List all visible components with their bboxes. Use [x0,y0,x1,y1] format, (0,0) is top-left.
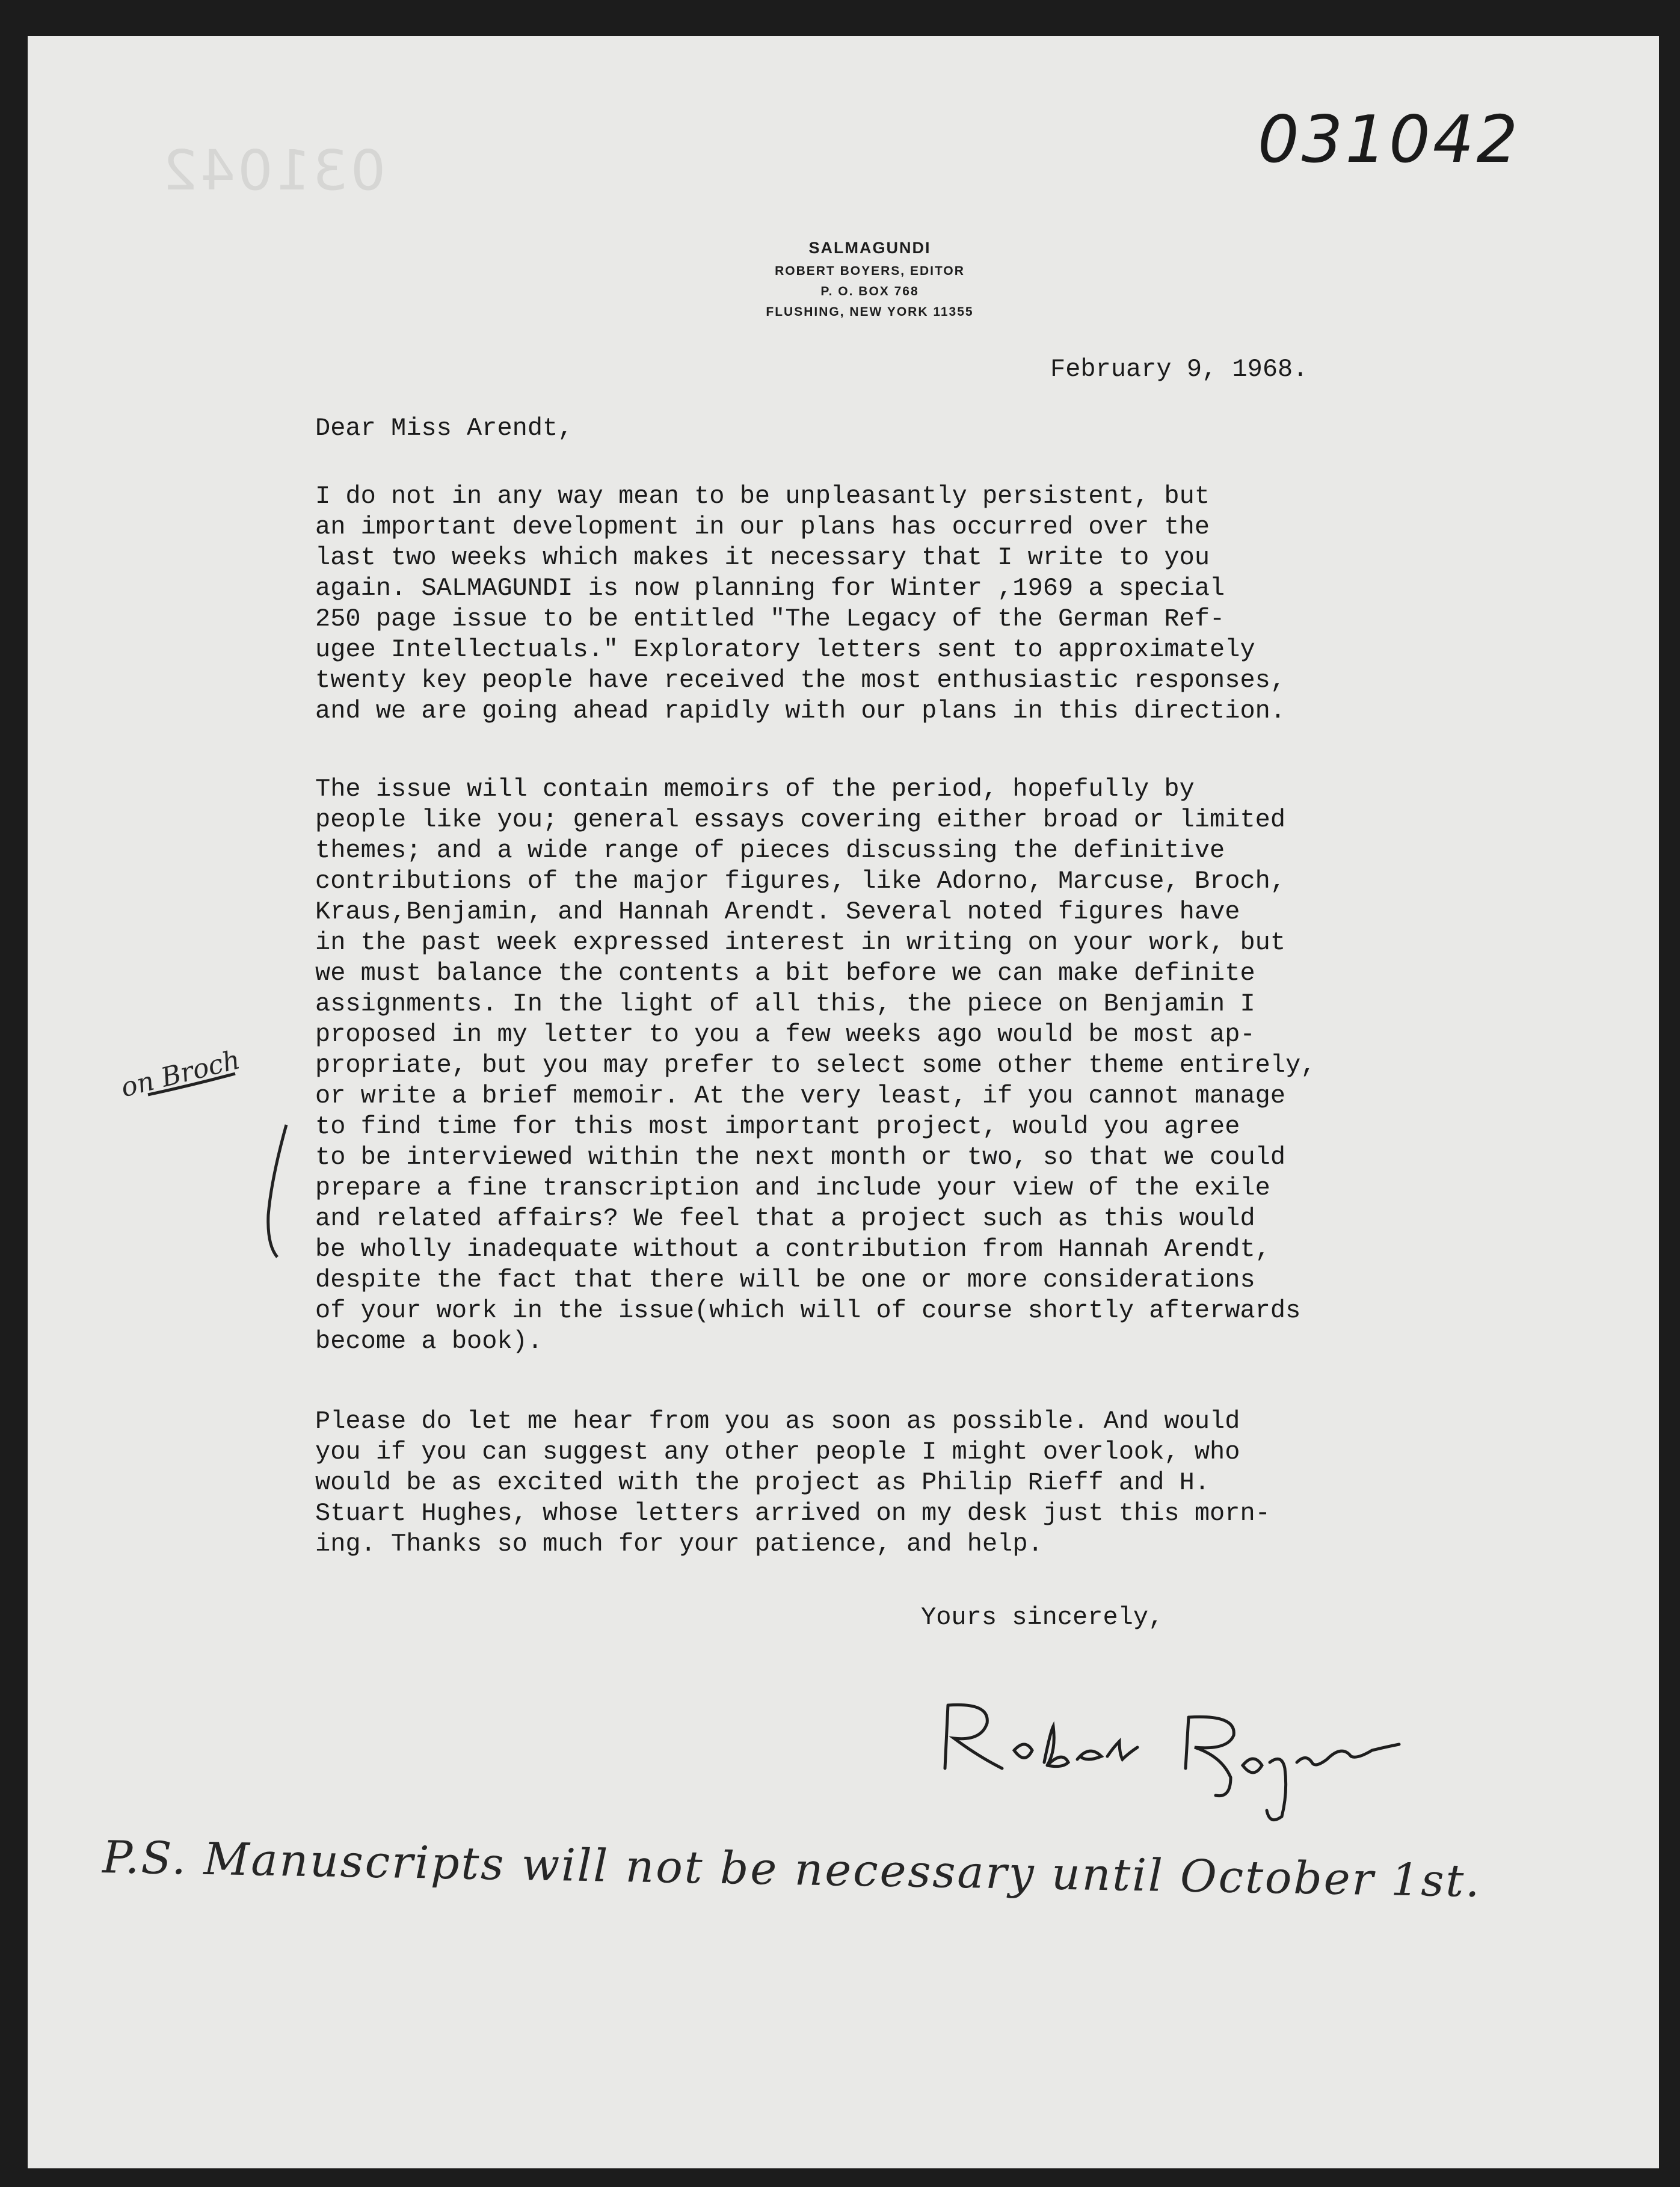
margin-underline [148,1074,235,1095]
letter-date: February 9, 1968. [1050,355,1308,384]
letterhead-title: SALMAGUNDI [808,239,931,257]
closing: Yours sincerely, [921,1603,1164,1632]
paragraph-1: I do not in any way mean to be unpleasantly persistent, but an important development in our plans has occurred over the last two weeks which makes it necessary that I write to you again. SALMAGUNDI is now planning for Winter ,1969 a special 250 page issue to be entitled "The Legacy of the German Ref- ugee Intellectuals." Exploratory letters sent to approximately twenty key people have received the most enthusiastic responses, and we are going ahead rapidly with our plans in this direction. [315,482,1286,725]
letterhead-editor: ROBERT BOYERS, EDITOR [775,264,965,278]
margin-bracket [268,1125,286,1257]
letterhead-box: P. O. BOX 768 [820,285,919,298]
salutation: Dear Miss Arendt, [315,414,573,443]
paragraph-3: Please do let me hear from you as soon as possible. And would you if you can suggest any other people I might overlook, who would be as excited with the project as Philip Rieff and H. Stuart Hughes, whose letters arrived on my desk just this morn- ing. Thanks so much for your patience, and help. [315,1407,1270,1558]
letterhead-city: FLUSHING, NEW YORK 11355 [766,305,974,319]
paragraph-2: The issue will contain memoirs of the period, hopefully by people like you; general essays covering either broad or limited themes; and a wide range of pieces discussing the definitive contributions of the major figures, like Adorno, Marcuse, Broch, Kraus,Benjamin, and Hannah Arendt. Several noted figures have in the past week expressed interest in writing on your work, but we must balance the contents a bit before we can make definite assignments. In the light of all this, the piece on Benjamin I proposed in my letter to you a few weeks ago would be most ap- propriate, but you may prefer to select some other theme entirely, or write a brief memoir. At the very least, if you cannot manage to find time for this most important project, would you agree to be interviewed within the next month or two, so that we could prepare a fine transcription and include your view of the exile and related affairs? We feel that a project such as this would be wholly inadequate without a contribution from Hannah Arendt, despite the fact that there will be one or more considerations of your work in the issue(which will of course shortly afterwards become a book). [315,775,1316,1356]
bleed-through-number: 031042 [160,138,386,203]
signature [945,1705,1399,1819]
archive-number: 031042 [1258,102,1521,177]
letter-page [28,36,1659,2168]
margin-note: on Broch [118,1044,244,1104]
postscript-note: P.S. Manuscripts will not be necessary until October 1st. [102,1832,1482,1908]
